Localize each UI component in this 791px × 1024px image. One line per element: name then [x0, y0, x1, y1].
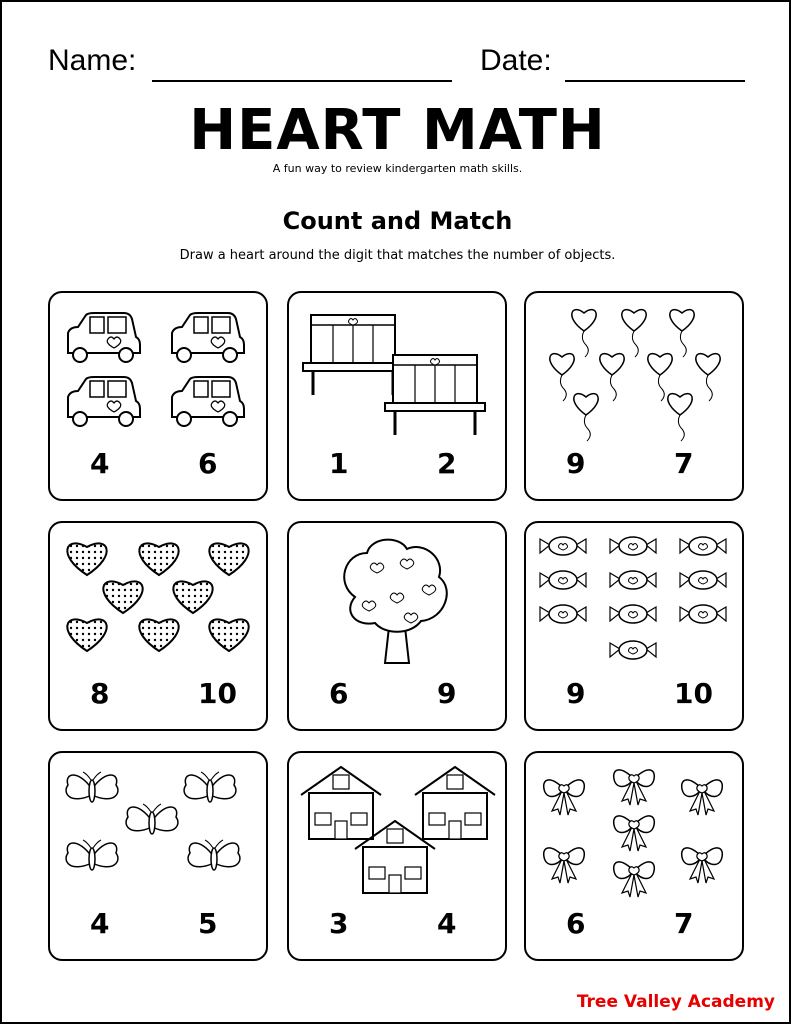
card-bows — [524, 751, 744, 961]
choice-a[interactable]: 8 — [90, 677, 110, 710]
card-houses — [287, 751, 507, 961]
balloons-illustration — [526, 293, 742, 499]
card-candies — [524, 521, 744, 731]
bows-illustration — [526, 753, 742, 959]
choice-a[interactable]: 4 — [90, 907, 110, 940]
card-heart-tree — [287, 521, 507, 731]
name-label: Name: — [48, 44, 137, 77]
choice-a[interactable]: 4 — [90, 447, 110, 480]
choice-a[interactable]: 9 — [566, 677, 586, 710]
cars-illustration — [50, 293, 266, 499]
choice-b[interactable]: 10 — [674, 677, 713, 710]
date-field-line[interactable] — [565, 80, 745, 82]
choice-b[interactable]: 7 — [674, 447, 694, 480]
choice-a[interactable]: 1 — [329, 447, 349, 480]
instructions: Draw a heart around the digit that matches the number of objects. — [179, 248, 616, 263]
choice-b[interactable]: 4 — [437, 907, 457, 940]
card-polka-dot-hearts — [48, 521, 268, 731]
card-cars — [48, 291, 268, 501]
choice-a[interactable]: 6 — [566, 907, 586, 940]
card-butterflies — [48, 751, 268, 961]
choice-b[interactable]: 7 — [674, 907, 694, 940]
card-heart-balloons — [524, 291, 744, 501]
choice-b[interactable]: 6 — [198, 447, 218, 480]
benches-illustration — [289, 293, 505, 499]
choice-b[interactable]: 10 — [198, 677, 237, 710]
card-benches — [287, 291, 507, 501]
footer-brand: Tree Valley Academy — [576, 992, 775, 1012]
tree-illustration — [289, 523, 505, 729]
worksheet-title: HEART MATH — [189, 98, 606, 163]
date-label: Date: — [480, 44, 552, 77]
choice-b[interactable]: 9 — [437, 677, 457, 710]
butterflies-illustration — [50, 753, 266, 959]
choice-b[interactable]: 5 — [198, 907, 218, 940]
choice-a[interactable]: 9 — [566, 447, 586, 480]
worksheet-subtitle: A fun way to review kindergarten math skills. — [272, 162, 523, 175]
section-title: Count and Match — [282, 207, 513, 235]
choice-a[interactable]: 3 — [329, 907, 349, 940]
choice-b[interactable]: 2 — [437, 447, 457, 480]
choice-a[interactable]: 6 — [329, 677, 349, 710]
name-field-line[interactable] — [152, 80, 452, 82]
houses-illustration — [289, 753, 505, 959]
